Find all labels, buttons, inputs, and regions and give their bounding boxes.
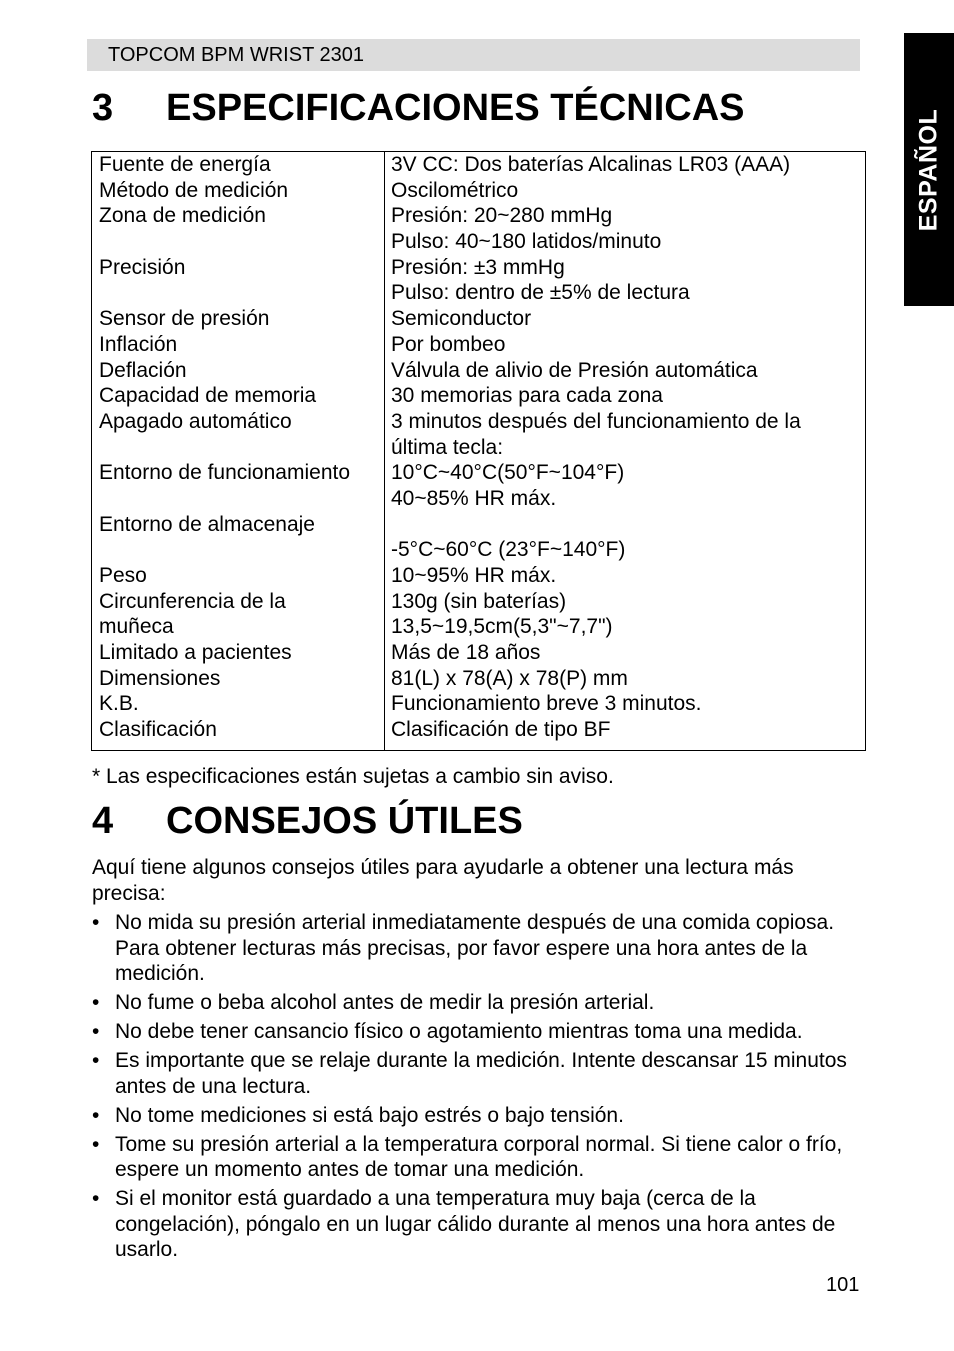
bullet-icon: •: [92, 1049, 100, 1072]
spec-value-line: 13,5~19,5cm(5,3"~7,7"): [391, 615, 613, 639]
tip-text: Si el monitor está guardado a una temperatura muy baja (cerca de la congelación), póngalo en un lugar cálido durante al menos una hora antes de usarlo.: [115, 1187, 836, 1261]
language-tab: [904, 33, 954, 306]
spec-label-line: [99, 537, 384, 563]
spec-label-line: Capacidad de memoria: [99, 384, 317, 408]
spec-value-line: Oscilométrico: [391, 178, 519, 202]
tip-text: No mida su presión arterial inmediatamente después de una comida copiosa. Para obtener lecturas más precisas, por favor espere una hora antes de la medición.: [115, 911, 835, 985]
spec-footnote: * Las especificaciones están sujetas a cambio sin aviso.: [92, 765, 614, 788]
spec-label-line: Deflación: [99, 358, 187, 382]
spec-value-line: 30 memorias para cada zona: [391, 384, 663, 408]
spec-label-line: Circunferencia de la: [99, 589, 286, 613]
spec-value-line: Pulso: dentro de ±5% de lectura: [391, 281, 690, 305]
spec-label-line: K.B.: [99, 692, 139, 716]
section-3-heading: [92, 86, 745, 130]
section-3-number: 3: [92, 87, 114, 129]
bullet-icon: •: [92, 1020, 100, 1043]
spec-label-line: [99, 486, 384, 512]
spec-value-line: 81(L) x 78(A) x 78(P) mm: [391, 666, 628, 690]
spec-label-line: Sensor de presión: [99, 307, 270, 331]
spec-label-line: Dimensiones: [99, 666, 221, 690]
tips-intro: Aquí tiene algunos consejos útiles para ayudarle a obtener una lectura más precisa:: [92, 856, 794, 905]
section-4-heading: [92, 799, 523, 843]
spec-value-line: 10~95% HR máx.: [391, 564, 557, 587]
bullet-icon: •: [92, 1187, 100, 1210]
spec-value-line: Pulso: 40~180 latidos/minuto: [391, 230, 662, 254]
bullet-icon: •: [92, 991, 100, 1014]
spec-value-line: Funcionamiento breve 3 minutos.: [391, 692, 702, 716]
spec-value-line: 40~85% HR máx.: [391, 486, 557, 510]
spec-value-line: Más de 18 años: [391, 641, 541, 665]
tip-item: [92, 1186, 862, 1263]
spec-label-line: Fuente de energía: [99, 153, 271, 176]
tip-item: [92, 990, 862, 1016]
tip-text: Tome su presión arterial a la temperatura corporal normal. Si tiene calor o frío, espere un momento antes de tomar una medición.: [115, 1132, 843, 1181]
spec-labels-column: [92, 152, 385, 750]
spec-value-line: -5°C~60°C (23°F~140°F): [391, 538, 626, 562]
spec-value-line: [391, 512, 865, 538]
spec-values-column: [385, 152, 865, 750]
spec-label-line: [99, 229, 384, 255]
bullet-icon: •: [92, 1103, 100, 1127]
tip-item: [92, 1019, 862, 1045]
spec-value-line: 10°C~40°C(50°F~104°F): [391, 461, 625, 485]
section-4-number: 4: [92, 800, 114, 842]
tip-text: No tome mediciones si está bajo estrés o bajo tensión.: [115, 1103, 624, 1127]
tips-list: [92, 910, 862, 1266]
spec-label-line: Entorno de funcionamiento: [99, 461, 351, 485]
spec-value-line: Clasificación de tipo BF: [391, 718, 611, 742]
spec-value-line: 130g (sin baterías): [391, 589, 567, 613]
tip-item: [92, 1132, 862, 1183]
tip-item: [92, 1103, 862, 1129]
spec-label-line: [99, 280, 384, 306]
spec-label-line: [99, 435, 384, 461]
spec-value-line: 3V CC: Dos baterías Alcalinas LR03 (AAA): [391, 153, 791, 176]
spec-label-line: muñeca: [99, 615, 174, 639]
spec-label-line: Entorno de almacenaje: [99, 512, 315, 536]
tip-text: No fume o beba alcohol antes de medir la presión arterial.: [115, 991, 655, 1014]
spec-label-line: Precisión: [99, 255, 186, 279]
tip-item: [92, 910, 862, 987]
spec-label-line: Peso: [99, 564, 147, 587]
product-name: TOPCOM BPM WRIST 2301: [108, 44, 364, 66]
language-tab-label: ESPAÑOL: [914, 108, 943, 231]
bullet-icon: •: [92, 911, 100, 934]
section-4-title: CONSEJOS ÚTILES: [166, 800, 523, 842]
spec-value-line: Semiconductor: [391, 307, 532, 331]
spec-label-line: Clasificación: [99, 718, 217, 742]
spec-value-line: última tecla:: [391, 435, 504, 459]
spec-value-line: Por bombeo: [391, 332, 506, 356]
spec-value-line: Presión: ±3 mmHg: [391, 255, 565, 279]
spec-label-line: Zona de medición: [99, 204, 266, 228]
running-header: [87, 39, 860, 71]
spec-label-line: Apagado automático: [99, 409, 292, 433]
bullet-icon: •: [92, 1132, 100, 1156]
section-3-title: ESPECIFICACIONES TÉCNICAS: [166, 87, 745, 129]
spec-value-line: Presión: 20~280 mmHg: [391, 204, 613, 228]
spec-value-line: Válvula de alivio de Presión automática: [391, 358, 758, 382]
spec-label-line: Inflación: [99, 332, 178, 356]
spec-label-line: Limitado a pacientes: [99, 641, 292, 665]
spec-label-line: Método de medición: [99, 178, 289, 202]
page-number: 101: [826, 1274, 860, 1296]
spec-value-line: 3 minutos después del funcionamiento de la: [391, 409, 801, 433]
tip-text: Es importante que se relaje durante la medición. Intente descansar 15 minutos antes de una lectura.: [115, 1049, 847, 1098]
tip-item: [92, 1048, 862, 1099]
tip-text: No debe tener cansancio físico o agotamiento mientras toma una medida.: [115, 1020, 803, 1043]
specifications-table: [91, 151, 866, 751]
